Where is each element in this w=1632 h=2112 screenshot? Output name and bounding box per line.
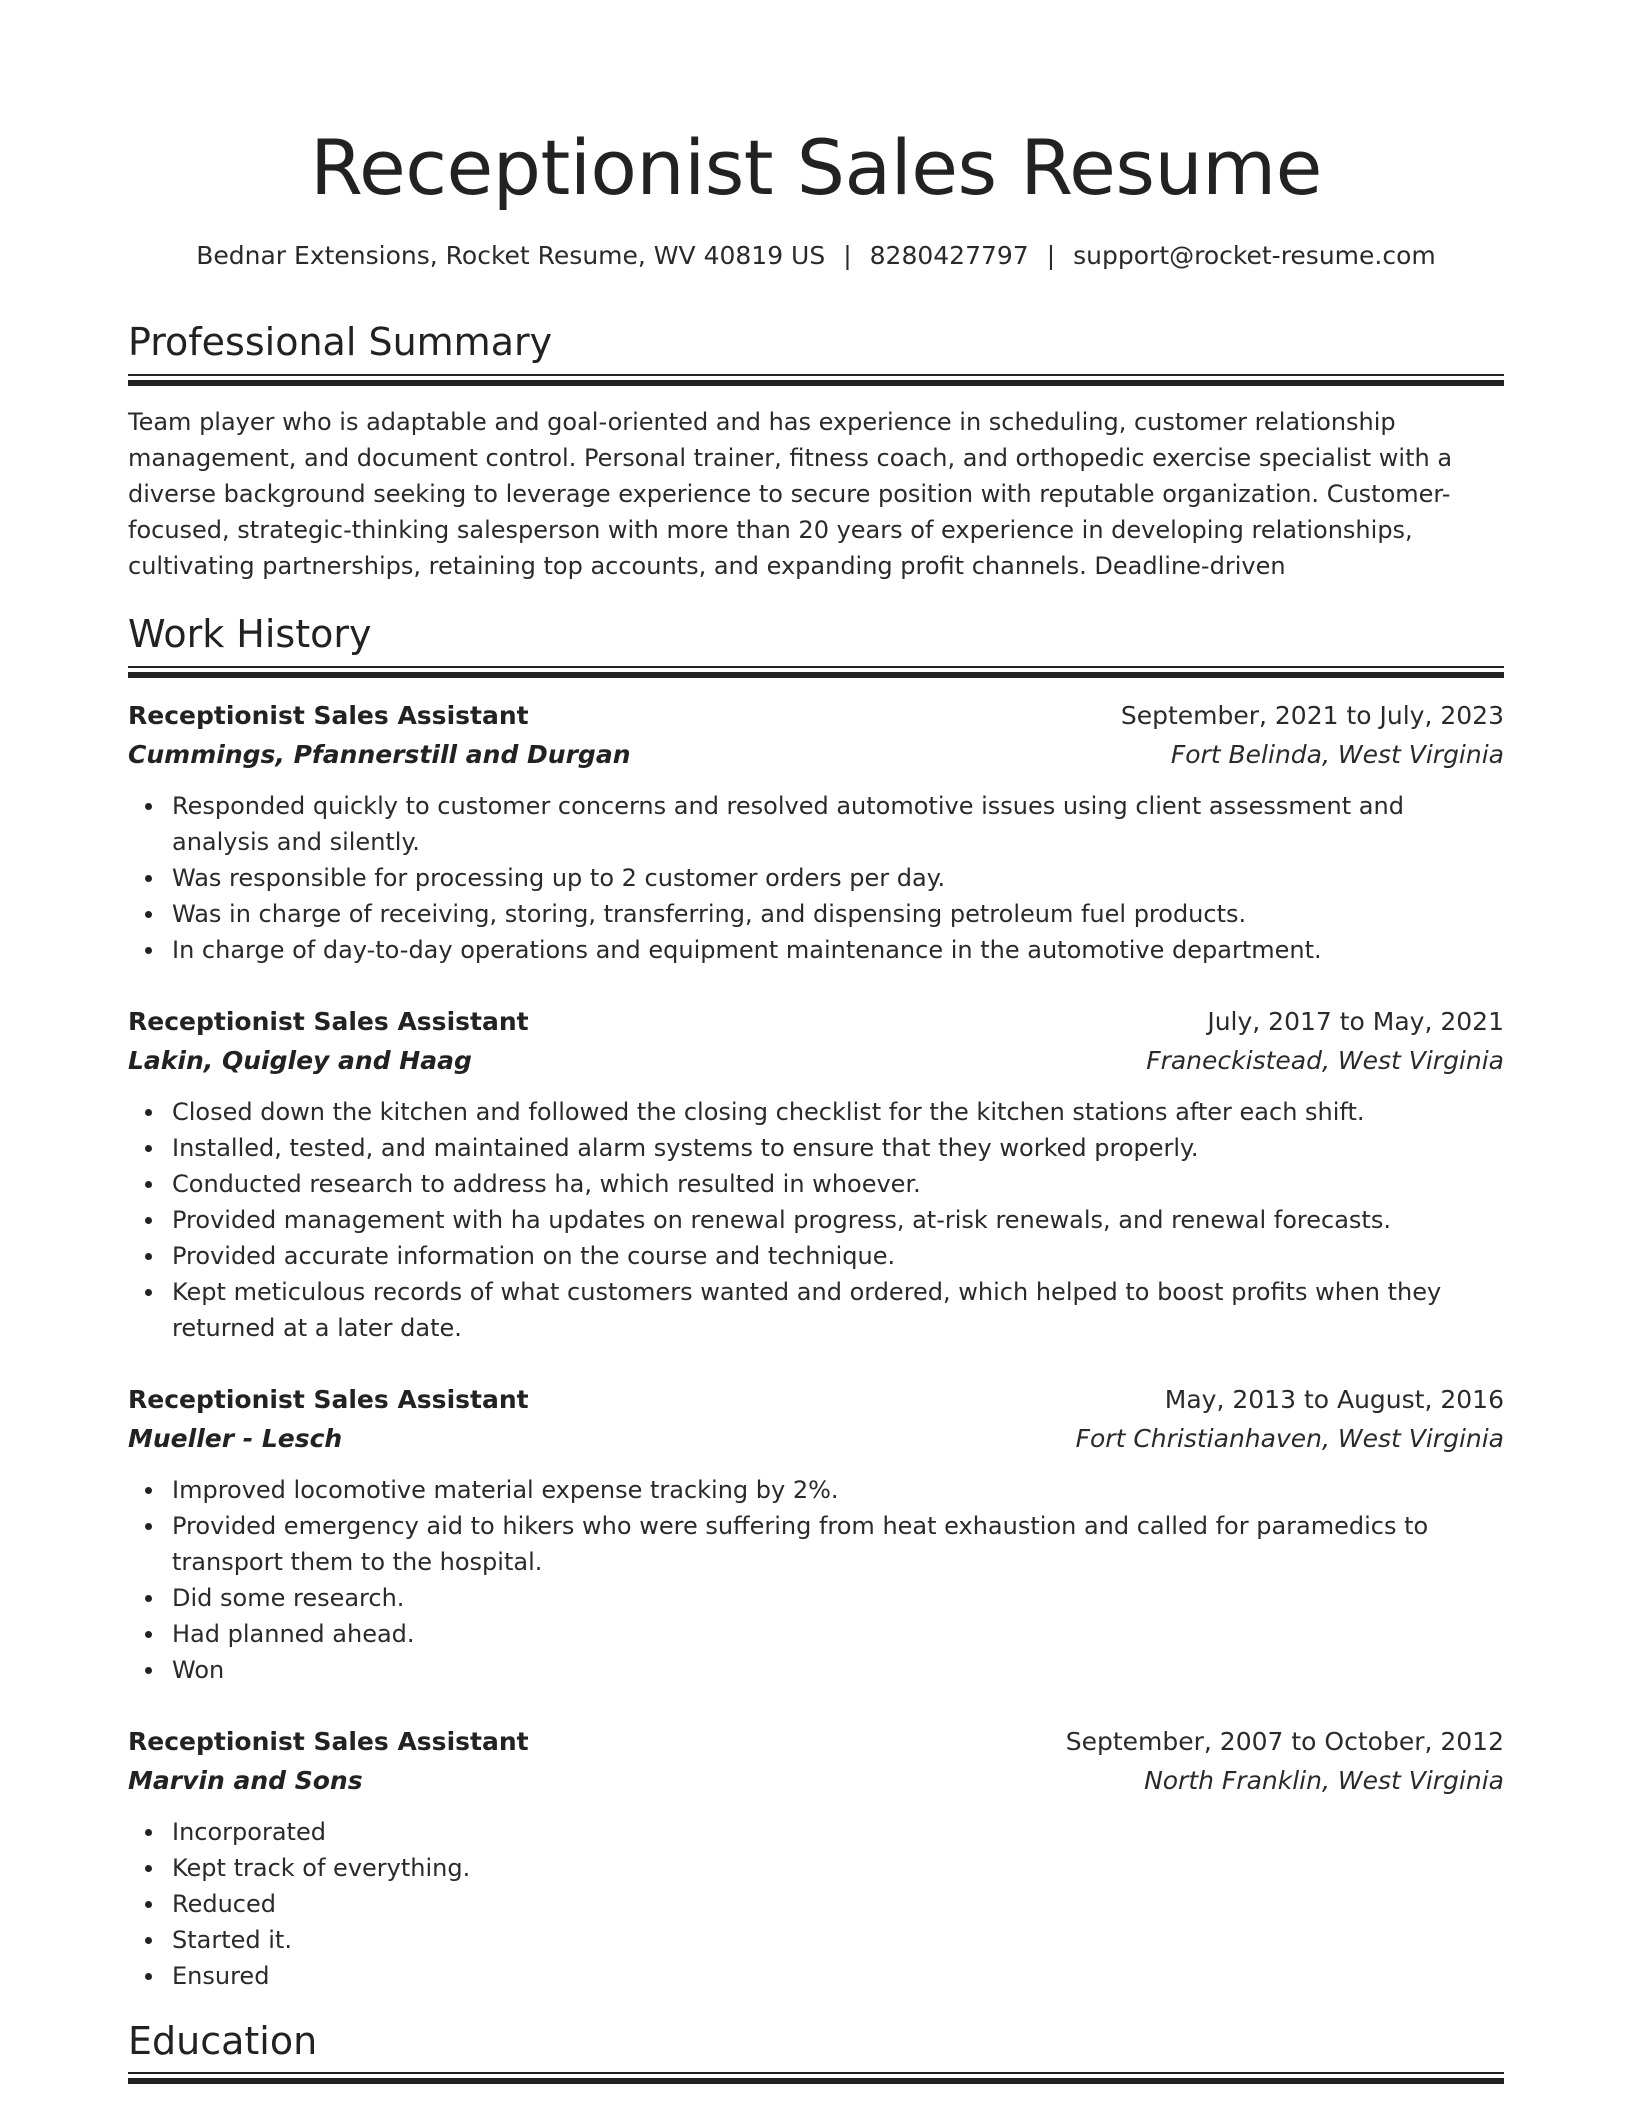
list-item: Did some research.	[128, 1580, 1504, 1616]
job-subheader	[128, 1419, 1504, 1458]
list-item: Ensured	[128, 1958, 1504, 1994]
job-title: Receptionist Sales Assistant	[128, 701, 529, 730]
contact-separator: |	[1046, 241, 1056, 270]
list-item: Provided management with ha updates on renewal progress, at-risk renewals, and renewal forecasts.	[128, 1202, 1504, 1238]
summary-text: Team player who is adaptable and goal-oriented and has experience in scheduling, customer relationship management, and document control. Personal trainer, fitness coach, and orthopedic exercise specialist with a diverse background seeking to leverage experience to secure position with reputable organization. Customer-focused, strategic-thinking salesperson with more than 20 years of experience in developing relationships, cultivating partnerships, retaining top accounts, and expanding profit channels. Deadline-driven	[128, 408, 1453, 580]
job-header	[128, 1002, 1504, 1041]
job-header	[128, 696, 1504, 735]
list-item: Kept track of everything.	[128, 1850, 1504, 1886]
section-divider	[128, 666, 1504, 678]
job-location: Fort Belinda, West Virginia	[1170, 740, 1504, 769]
job-subheader	[128, 1041, 1504, 1080]
list-item: Conducted research to address ha, which resulted in whoever.	[128, 1166, 1504, 1202]
job-dates: September, 2007 to October, 2012	[1065, 1727, 1504, 1756]
job-subheader	[128, 1761, 1504, 1800]
list-item: Was in charge of receiving, storing, transferring, and dispensing petroleum fuel products.	[128, 896, 1504, 932]
contact-phone: 8280427797	[869, 241, 1029, 270]
job-company: Marvin and Sons	[128, 1766, 363, 1795]
list-item: Provided emergency aid to hikers who were suffering from heat exhaustion and called for paramedics to transport them to the hospital.	[128, 1508, 1504, 1580]
section-divider	[128, 2072, 1504, 2084]
list-item: Won	[128, 1652, 1504, 1688]
job-dates: May, 2013 to August, 2016	[1164, 1385, 1504, 1414]
list-item: Incorporated	[128, 1814, 1504, 1850]
list-item: Responded quickly to customer concerns and resolved automotive issues using client assessment and analysis and silently.	[128, 788, 1504, 860]
job-entry	[128, 1002, 1504, 1346]
list-item: Reduced	[128, 1886, 1504, 1922]
job-title: Receptionist Sales Assistant	[128, 1385, 529, 1414]
page-title: Receptionist Sales Resume	[310, 123, 1322, 212]
job-title: Receptionist Sales Assistant	[128, 1007, 529, 1036]
job-header	[128, 1722, 1504, 1761]
job-company: Mueller - Lesch	[128, 1424, 343, 1453]
job-entry	[128, 696, 1504, 968]
job-bullets	[128, 1472, 1504, 1688]
job-header	[128, 1380, 1504, 1419]
contact-address: Bednar Extensions, Rocket Resume, WV 40819 US	[196, 241, 826, 270]
summary-heading: Professional Summary	[128, 320, 553, 364]
section-divider	[128, 374, 1504, 386]
list-item: In charge of day-to-day operations and equipment maintenance in the automotive department.	[128, 932, 1504, 968]
job-bullets	[128, 1814, 1504, 1994]
list-item: Started it.	[128, 1922, 1504, 1958]
contact-line	[128, 236, 1504, 276]
contact-email[interactable]: support@rocket-resume.com	[1073, 241, 1436, 270]
list-item: Installed, tested, and maintained alarm systems to ensure that they worked properly.	[128, 1130, 1504, 1166]
list-item: Provided accurate information on the course and technique.	[128, 1238, 1504, 1274]
work-history-heading: Work History	[128, 612, 372, 656]
job-company: Lakin, Quigley and Haag	[128, 1046, 472, 1075]
job-subheader	[128, 735, 1504, 774]
job-title: Receptionist Sales Assistant	[128, 1727, 529, 1756]
list-item: Had planned ahead.	[128, 1616, 1504, 1652]
job-location: North Franklin, West Virginia	[1144, 1766, 1504, 1795]
job-entry	[128, 1380, 1504, 1688]
job-dates: July, 2017 to May, 2021	[1207, 1007, 1504, 1036]
contact-separator: |	[843, 241, 852, 270]
education-heading: Education	[128, 2019, 318, 2063]
job-location: Fort Christianhaven, West Virginia	[1075, 1424, 1504, 1453]
job-bullets	[128, 1094, 1504, 1346]
job-company: Cummings, Pfannerstill and Durgan	[128, 740, 631, 769]
list-item: Was responsible for processing up to 2 customer orders per day.	[128, 860, 1504, 896]
job-dates: September, 2021 to July, 2023	[1120, 701, 1504, 730]
list-item: Kept meticulous records of what customers wanted and ordered, which helped to boost profits when they returned at a later date.	[128, 1274, 1504, 1346]
list-item: Improved locomotive material expense tracking by 2%.	[128, 1472, 1504, 1508]
job-location: Franeckistead, West Virginia	[1146, 1046, 1504, 1075]
job-entry	[128, 1722, 1504, 1994]
job-bullets	[128, 788, 1504, 968]
list-item: Closed down the kitchen and followed the closing checklist for the kitchen stations after each shift.	[128, 1094, 1504, 1130]
